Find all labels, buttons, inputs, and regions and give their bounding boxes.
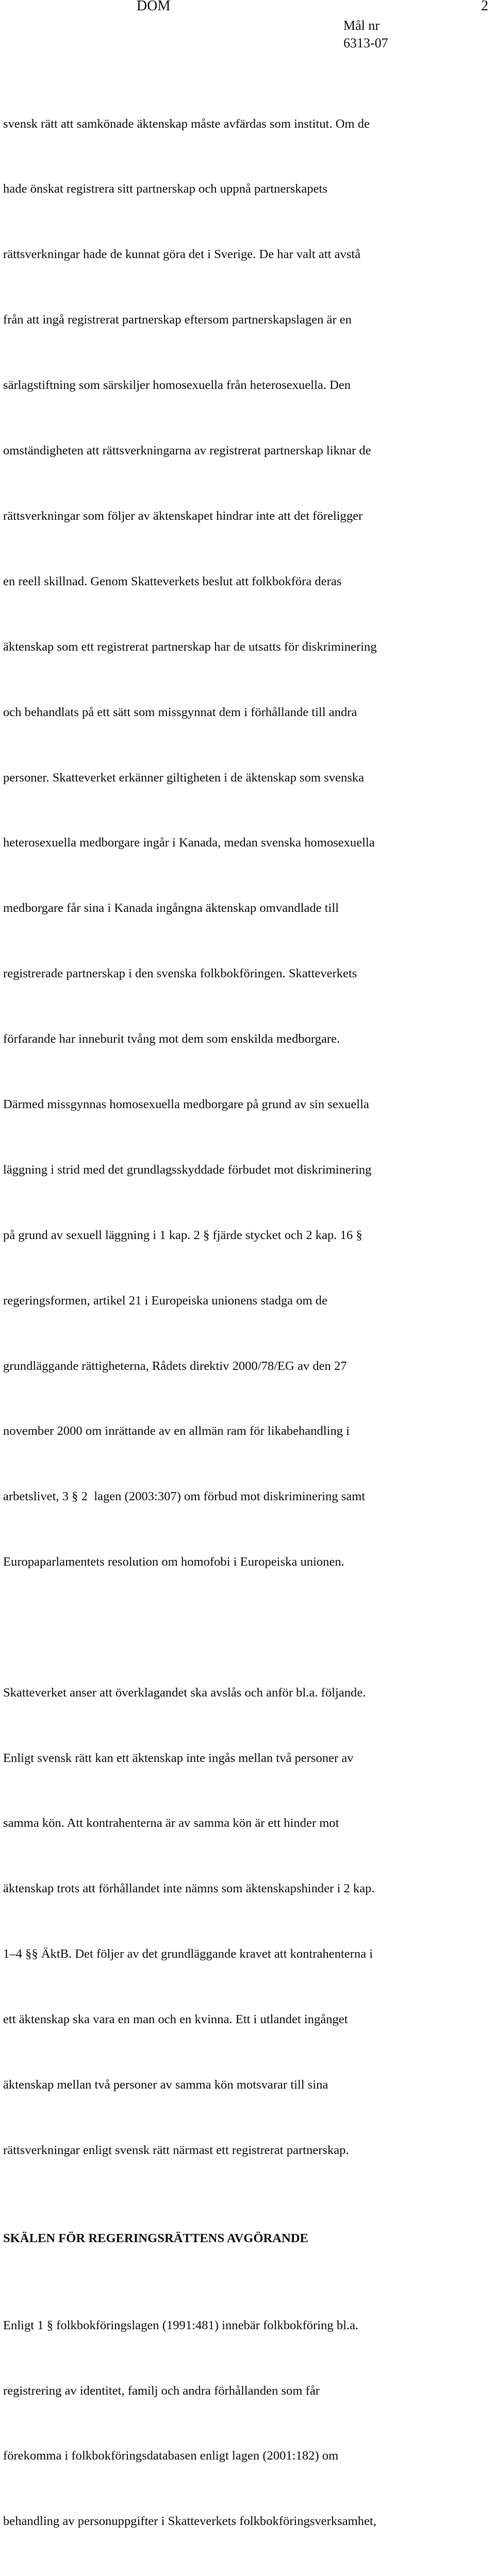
text-line: samma kön. Att kontrahenterna är av samma kön är ett hinder mot — [3, 1816, 339, 1831]
text-line: rättsverkningar hade de kunnat göra det i Sverige. De har valt att avstå — [3, 247, 361, 262]
text-line: äktenskap som ett registrerat partnerskap har de utsatts för diskriminering — [3, 639, 377, 654]
text-line: behandling av personuppgifter i Skatteverkets folkbokföringsverksamhet, — [3, 2514, 376, 2529]
text-line: arbetslivet, 3 § 2 lagen (2003:307) om förbud mot diskriminering samt — [3, 1489, 366, 1504]
text-line: äktenskap mellan två personer av samma kön motsvarar till sina — [3, 2078, 328, 2092]
text-line: registrering av identitet, familj och andra förhållanden som får — [3, 2383, 320, 2398]
text-line: Europaparlamentets resolution om homofobi i Europeiska unionen. — [3, 1555, 344, 1569]
text-line: Enligt 1 § folkbokföringslagen (1991:481) innebär folkbokföring bl.a. — [3, 2318, 359, 2332]
case-number-label: Mål nr — [343, 18, 380, 33]
document-body — [3, 70, 470, 2576]
paragraph-spacer — [3, 1617, 470, 1638]
paragraph-spacer — [3, 2249, 470, 2271]
text-line: och behandlats på ett sätt som missgynnat dem i förhållande till andra — [3, 705, 357, 719]
text-line: regeringsformen, artikel 21 i Europeiska unionens stadga om de — [3, 1293, 328, 1308]
paragraph-court-reasoning — [3, 2271, 470, 2576]
text-line: Enligt svensk rätt kan ett äktenskap inte ingås mellan två personer av — [3, 1751, 354, 1765]
section-heading: SKÄLEN FÖR REGERINGSRÄTTENS AVGÖRANDE — [3, 2231, 308, 2245]
paragraph-appellant-arguments — [3, 70, 470, 1617]
page-number: 2 — [481, 0, 488, 14]
text-line: Skatteverket anser att överklagandet ska avslås och anför bl.a. följande. — [3, 1685, 366, 1700]
paragraph-spacer — [3, 2205, 470, 2228]
text-line: förfarande har inneburit tvång mot dem som enskilda medborgare. — [3, 1032, 340, 1046]
page-header — [0, 0, 495, 57]
text-line: medborgare får sina i Kanada ingångna äktenskap omvandlade till — [3, 901, 339, 916]
document-type-label: DOM — [137, 0, 171, 14]
text-line: en reell skillnad. Genom Skatteverkets beslut att folkbokföra deras — [3, 574, 342, 588]
text-line: Därmed missgynnas homosexuella medborgare på grund av sin sexuella — [3, 1097, 369, 1111]
paragraph-tax-agency-response — [3, 1638, 470, 2205]
text-line: läggning i strid med det grundlagsskyddade förbudet mot diskriminering — [3, 1162, 372, 1177]
text-line: från att ingå registrerat partnerskap eftersom partnerskapslagen är en — [3, 313, 352, 327]
text-line: heterosexuella medborgare ingår i Kanada, medan svenska homosexuella — [3, 836, 375, 850]
text-line: omständigheten att rättsverkningarna av registrerat partnerskap liknar de — [3, 444, 371, 458]
text-line: ett äktenskap ska vara en man och en kvinna. Ett i utlandet ingånget — [3, 2012, 348, 2027]
text-line: äktenskap trots att förhållandet inte nämns som äktenskapshinder i 2 kap. — [3, 1882, 375, 1896]
text-line: 1–4 §§ ÄktB. Det följer av det grundläggande kravet att kontrahenterna i — [3, 1947, 373, 1961]
text-line: hade önskat registrera sitt partnerskap och uppnå partnerskapets — [3, 182, 327, 196]
text-line: grundläggande rättigheterna, Rådets direktiv 2000/78/EG av den 27 — [3, 1359, 347, 1373]
case-number: 6313-07 — [343, 36, 388, 50]
text-line: på grund av sexuell läggning i 1 kap. 2 § fjärde stycket och 2 kap. 16 § — [3, 1228, 362, 1242]
text-line: förekomma i folkbokföringsdatabasen enligt lagen (2001:182) om — [3, 2449, 339, 2463]
text-line: registrerade partnerskap i den svenska folkbokföringen. Skatteverkets — [3, 967, 357, 981]
text-line: personer. Skatteverket erkänner giltigheten i de äktenskap som svenska — [3, 770, 365, 785]
text-line: särlagstiftning som särskiljer homosexuella från heterosexuella. Den — [3, 378, 351, 393]
text-line: rättsverkningar som följer av äktenskapet hindrar inte att det föreligger — [3, 509, 363, 523]
text-line: rättsverkningar enligt svensk rätt närmast ett registrerat partnerskap. — [3, 2143, 349, 2157]
text-line: svensk rätt att samkönade äktenskap måste avfärdas som institut. Om de — [3, 116, 370, 131]
text-line: november 2000 om inrättande av en allmän ram för likabehandling i — [3, 1424, 350, 1438]
